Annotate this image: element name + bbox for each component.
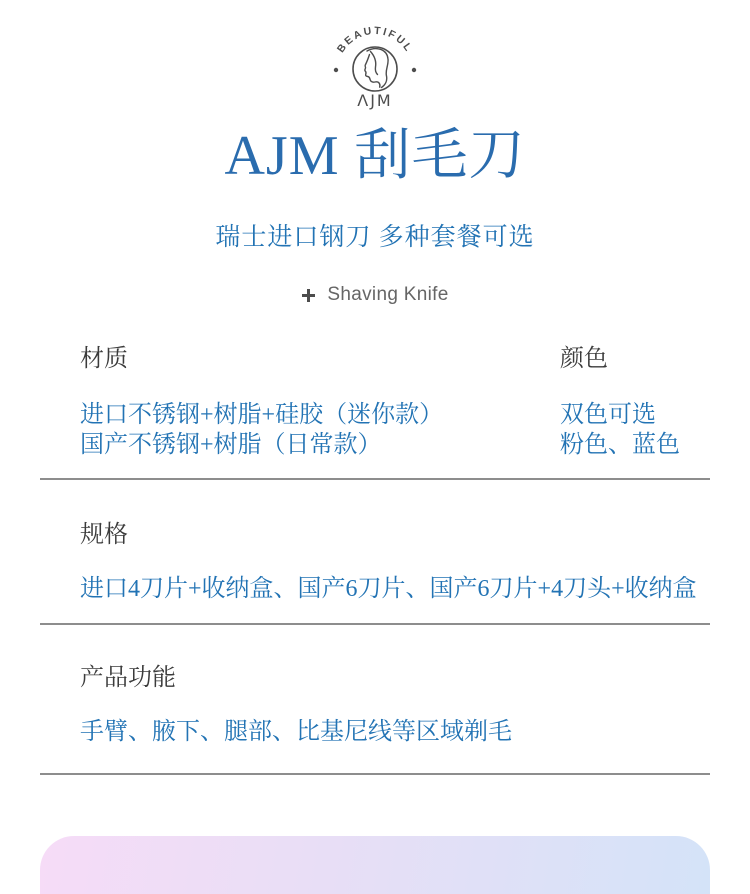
color-heading: 颜色 [560, 346, 608, 372]
brand-logo-graphic [325, 14, 425, 110]
function-heading: 产品功能 [80, 665, 176, 691]
plus-icon [301, 288, 316, 303]
logo-wordmark: ΛJM [357, 91, 393, 110]
tagline-label: Shaving Knife [327, 284, 449, 305]
tagline-row [0, 284, 750, 306]
material-column [40, 346, 560, 460]
material-line-2: 国产不锈钢+树脂（日常款） [80, 432, 382, 458]
logo-right-dot-icon [412, 68, 416, 72]
logo-arc-text: BEAUTIFUL [334, 24, 416, 55]
section-material-color [40, 346, 710, 480]
section-function [40, 625, 710, 775]
color-line-2: 粉色、蓝色 [560, 432, 680, 458]
bottom-gradient-panel [40, 836, 710, 894]
function-line: 手臂、腋下、腿部、比基尼线等区域剃毛 [80, 719, 512, 745]
spec-heading: 规格 [80, 522, 128, 548]
page-title: AJM 刮毛刀 [224, 125, 526, 187]
material-heading: 材质 [80, 346, 128, 372]
svg-text:BEAUTIFUL [335, 25, 415, 55]
spec-sheet [40, 346, 710, 775]
page-subtitle: 瑞士进口钢刀 多种套餐可选 [215, 224, 535, 251]
color-column [560, 346, 710, 460]
color-line-1: 双色可选 [560, 402, 656, 428]
material-line-1: 进口不锈钢+树脂+硅胶（迷你款） [80, 402, 444, 428]
section-spec [40, 480, 710, 625]
logo-left-dot-icon [334, 68, 338, 72]
woman-face-icon [365, 49, 388, 88]
brand-logo [0, 14, 750, 110]
spec-line: 进口4刀片+收纳盒、国产6刀片、国产6刀片+4刀头+收纳盒 [80, 576, 697, 602]
